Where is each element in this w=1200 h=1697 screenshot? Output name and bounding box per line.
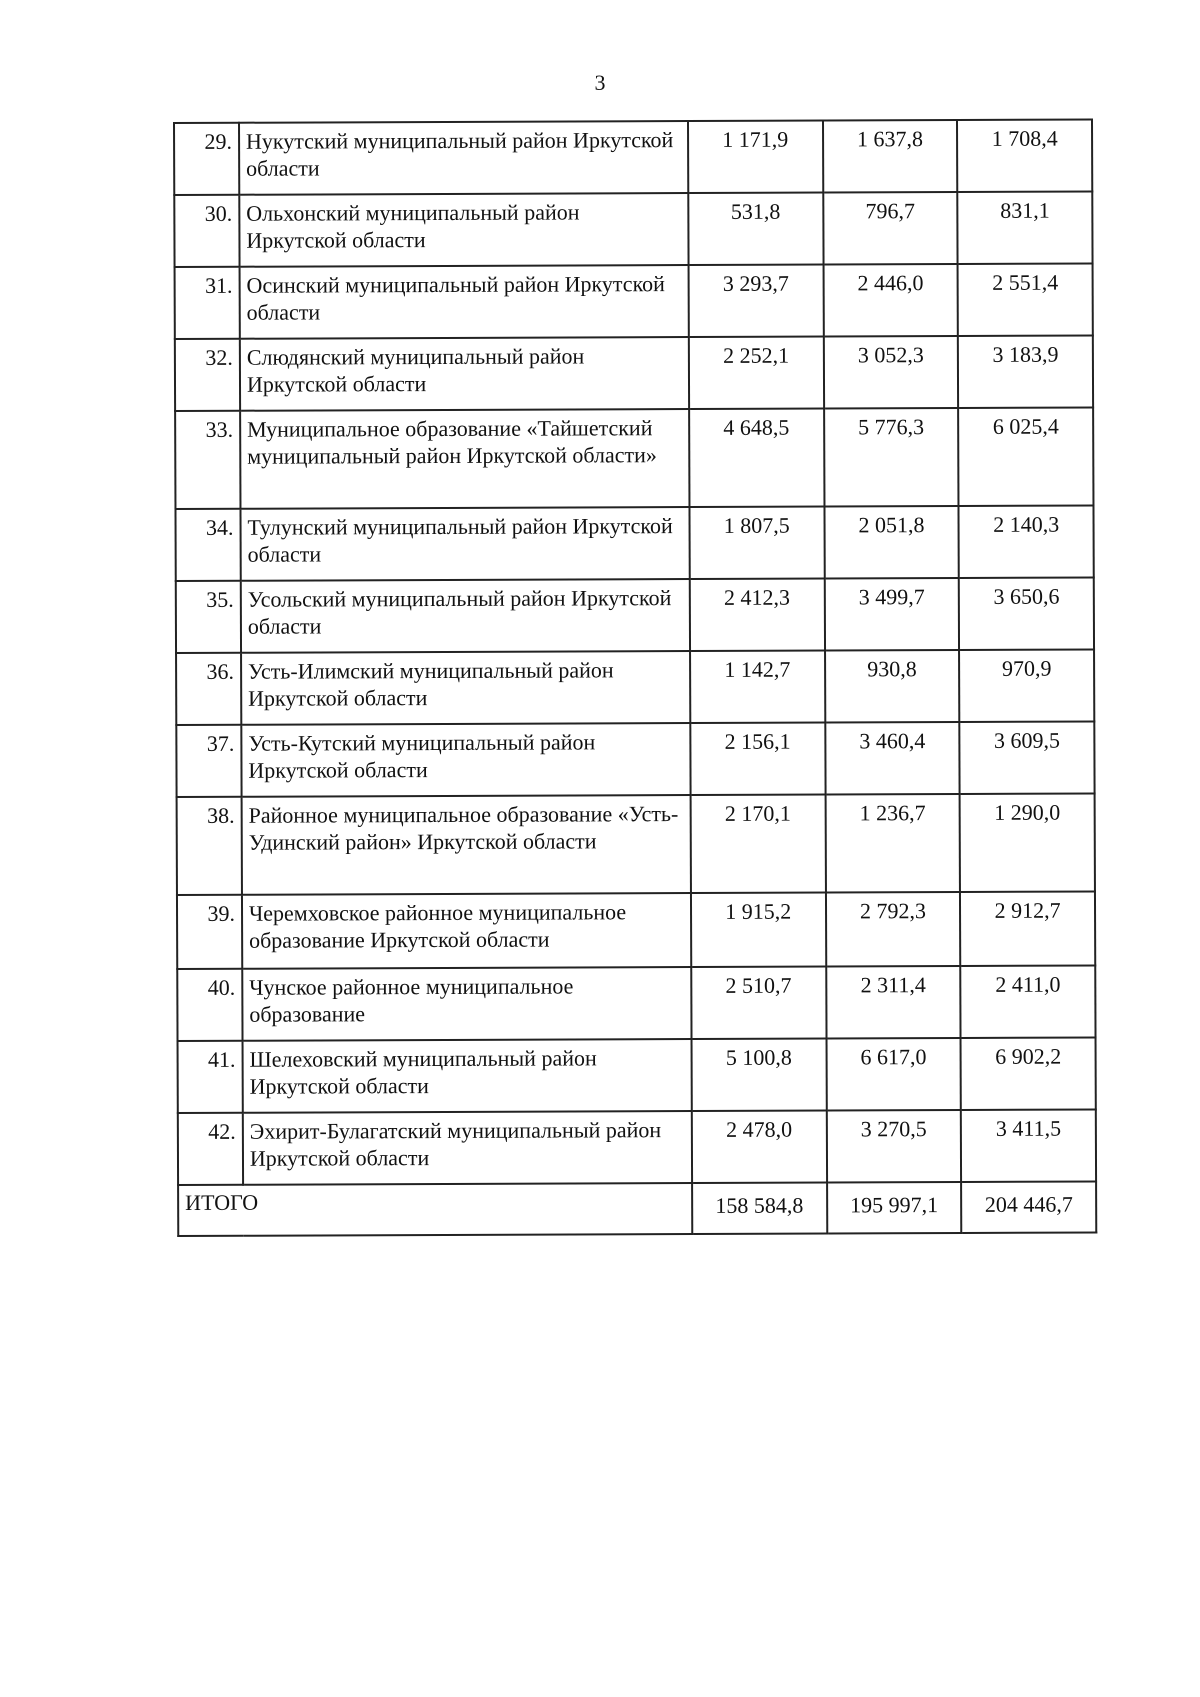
municipality-name: Ольхонский муниципальный район Иркутской области: [239, 193, 688, 267]
municipality-name: Усть-Кутский муниципальный район Иркутской области: [241, 723, 690, 797]
value-col-1: 531,8: [688, 193, 823, 266]
total-value-3: 204 446,7: [961, 1181, 1096, 1233]
municipality-name: Шелеховский муниципальный район Иркутской области: [242, 1039, 691, 1113]
value-col-2: 796,7: [823, 192, 958, 265]
value-col-3: 6 902,2: [961, 1037, 1096, 1110]
value-col-1: 2 510,7: [691, 966, 826, 1039]
row-number: 30.: [174, 195, 239, 267]
table-row: [176, 649, 1094, 725]
table-row: [176, 721, 1094, 797]
value-col-3: 970,9: [959, 649, 1094, 722]
value-col-1: 1 915,2: [691, 893, 826, 968]
table-row: [175, 505, 1093, 581]
value-col-1: 1 807,5: [689, 507, 824, 580]
table-row: [177, 891, 1095, 969]
value-col-2: 1 236,7: [825, 794, 960, 893]
municipality-name: Усть-Илимский муниципальный район Иркутской области: [241, 651, 690, 725]
table-row: [175, 407, 1093, 509]
value-col-3: 6 025,4: [958, 407, 1093, 506]
value-col-2: 1 637,8: [823, 120, 958, 193]
value-col-2: 2 446,0: [823, 264, 958, 337]
row-number: 36.: [176, 653, 241, 725]
table-row: [174, 191, 1092, 267]
row-number: 38.: [177, 797, 242, 895]
budget-table: [173, 118, 1097, 1237]
value-col-1: 2 170,1: [690, 795, 825, 894]
value-col-3: 2 411,0: [961, 965, 1096, 1038]
row-number: 35.: [176, 581, 241, 653]
municipality-name: Черемховское районное муниципальное образование Иркутской области: [242, 893, 691, 969]
total-label: ИТОГО: [178, 1183, 692, 1236]
table-row: [176, 577, 1094, 653]
value-col-2: 3 052,3: [823, 336, 958, 409]
value-col-1: 1 142,7: [690, 651, 825, 724]
municipality-name: Чунское районное муниципальное образование: [242, 967, 691, 1041]
value-col-1: 1 171,9: [688, 121, 823, 194]
value-col-3: 2 912,7: [960, 891, 1095, 966]
value-col-3: 3 650,6: [959, 577, 1094, 650]
value-col-2: 2 051,8: [824, 506, 959, 579]
municipality-name: Районное муниципальное образование «Усть-Удинский район» Иркутской области: [241, 795, 690, 895]
value-col-1: 2 478,0: [692, 1110, 827, 1183]
value-col-3: 3 609,5: [960, 721, 1095, 794]
value-col-1: 2 412,3: [690, 579, 825, 652]
value-col-1: 3 293,7: [688, 265, 823, 338]
value-col-2: 3 460,4: [825, 722, 960, 795]
table-body: [174, 119, 1096, 1236]
page-number: 3: [594, 70, 606, 95]
total-value-1: 158 584,8: [692, 1182, 827, 1234]
value-col-1: 2 252,1: [689, 337, 824, 410]
value-col-2: 6 617,0: [826, 1038, 961, 1111]
value-col-3: 1 708,4: [957, 119, 1092, 192]
municipality-name: Усольский муниципальный район Иркутской области: [241, 579, 690, 653]
table-row: [177, 965, 1095, 1041]
value-col-3: 2 140,3: [959, 505, 1094, 578]
municipality-name: Нукутский муниципальный район Иркутской области: [239, 121, 688, 195]
total-value-2: 195 997,1: [827, 1182, 962, 1234]
value-col-3: 3 183,9: [958, 335, 1093, 408]
row-number: 37.: [176, 725, 241, 797]
value-col-2: 2 792,3: [826, 892, 961, 967]
value-col-1: 5 100,8: [691, 1038, 826, 1111]
municipality-name: Осинский муниципальный район Иркутской области: [239, 265, 688, 339]
table-row: [175, 263, 1093, 339]
total-row: [178, 1181, 1096, 1236]
value-col-2: 5 776,3: [824, 408, 959, 507]
row-number: 40.: [177, 969, 242, 1041]
value-col-3: 831,1: [958, 191, 1093, 264]
table-row: [178, 1109, 1096, 1185]
municipality-name: Эхирит-Булагатский муниципальный район Иркутской области: [243, 1111, 692, 1185]
value-col-2: 930,8: [825, 650, 960, 723]
row-number: 41.: [178, 1041, 243, 1113]
row-number: 39.: [177, 895, 242, 969]
row-number: 34.: [175, 509, 240, 581]
row-number: 32.: [175, 339, 240, 411]
value-col-3: 1 290,0: [960, 793, 1095, 892]
table-row: [177, 793, 1095, 895]
municipality-name: Тулунский муниципальный район Иркутской области: [240, 507, 689, 581]
value-col-3: 2 551,4: [958, 263, 1093, 336]
value-col-2: 2 311,4: [826, 966, 961, 1039]
row-number: 33.: [175, 411, 240, 509]
municipality-name: Слюдянский муниципальный район Иркутской области: [240, 337, 689, 411]
municipality-name: Муниципальное образование «Тайшетский муниципальный район Иркутской области»: [240, 409, 689, 509]
table-row: [178, 1037, 1096, 1113]
value-col-2: 3 270,5: [826, 1110, 961, 1183]
row-number: 42.: [178, 1113, 243, 1185]
value-col-1: 2 156,1: [690, 723, 825, 796]
value-col-3: 3 411,5: [961, 1109, 1096, 1182]
value-col-1: 4 648,5: [689, 409, 824, 508]
value-col-2: 3 499,7: [824, 578, 959, 651]
row-number: 31.: [175, 267, 240, 339]
table-row: [175, 335, 1093, 411]
table-row: [174, 119, 1092, 195]
row-number: 29.: [174, 123, 239, 195]
